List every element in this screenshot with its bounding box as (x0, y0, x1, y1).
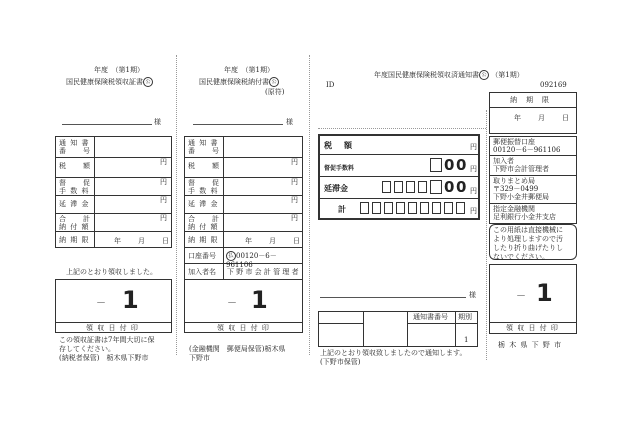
slip2-name-line (193, 124, 283, 125)
slip3-fee-label: 督促手数料 (324, 165, 355, 172)
slip3-notice-line: したり折り曲げたりし (493, 244, 563, 252)
slip2-table (184, 136, 303, 280)
slip3-footer: 上記のとおり領収致しましたので通知します。 (320, 349, 467, 357)
slip2-stamp-number: 1 (251, 286, 268, 314)
slip2-stamp-label: 領 収 日 付 印 (217, 324, 270, 332)
seal-icon: 公 (479, 70, 489, 80)
slip2-addressee: 様 (286, 118, 293, 126)
digit-box (444, 202, 453, 214)
slip3-due-label: 納 期 限 (510, 96, 550, 104)
slip3-zero: 0 (456, 178, 467, 196)
slip3-notice-line: より処理しますので汚 (493, 235, 563, 243)
slip3-notice-line: ないでください。 (493, 253, 549, 261)
separator-3 (486, 110, 487, 360)
slip3-tax-label: 税 額 (324, 140, 354, 150)
slip2-due-date: 年 月 日 (245, 237, 301, 245)
slip3-yen: 円 (470, 207, 477, 215)
separator-1 (176, 55, 177, 355)
slip1-due-label: 納 期 限 (59, 236, 90, 244)
slip2-title: 国民健康保険税納付書 公 (199, 77, 279, 87)
slip1-row-label: 督 促 手 数 料 (59, 179, 91, 195)
slip3-bureau-label: 取りまとめ局 (493, 177, 535, 185)
slip3-postal-value: 00120－6－961106 (493, 146, 561, 154)
slip3-zero: 0 (456, 156, 467, 174)
slip3-bank-value: 足利銀行小金井支店 (493, 213, 556, 221)
slip2-note: (金融機関 郵便局保管)栃木県 (189, 345, 286, 353)
digit-box (430, 180, 442, 194)
separator-2 (309, 55, 310, 355)
slip3-late-label: 延滞金 (324, 183, 348, 193)
slip1-note: 存してください。 (59, 345, 115, 353)
slip2-account-label: 口座番号 (188, 252, 216, 260)
slip3-yen: 円 (470, 165, 477, 173)
digit-box (432, 202, 441, 214)
slip1-year: 年度 （第1期） (94, 66, 144, 74)
slip1-stamp-box (55, 279, 172, 333)
slip1-received-text: 上記のとおり領収しました。 (66, 268, 157, 276)
slip1-name-line (62, 124, 152, 125)
slip3-zero: 0 (444, 178, 455, 196)
slip2-row-unit: 円 (291, 196, 298, 204)
digit-box (418, 181, 427, 193)
slip1-addressee: 様 (154, 118, 161, 126)
slip2-row-label: 督 促 手 数 料 (188, 179, 220, 195)
slip1-row-label: 延 滞 金 (59, 200, 90, 208)
slip2-due-label: 納 期 限 (188, 236, 219, 244)
digit-box (430, 158, 442, 172)
slip3-member-label: 加入者 (493, 157, 514, 165)
slip1-row-unit: 円 (160, 214, 167, 222)
slip3-member-value: 下野市会計管理者 (493, 165, 549, 173)
digit-box (456, 202, 465, 214)
slip1-table (55, 136, 172, 248)
slip3-code: 092169 (540, 81, 567, 89)
slip2-stamp-dash: － (227, 298, 237, 309)
slip3-zero: 0 (444, 156, 455, 174)
slip3-yen: 円 (470, 187, 477, 195)
digit-box (394, 181, 403, 193)
separator-h (318, 128, 486, 129)
slip1-row-label: 税 額 (59, 162, 91, 170)
seal-icon: 公 (269, 77, 279, 87)
slip3-id-label: ID (326, 81, 335, 89)
slip3-yen: 円 (470, 143, 477, 151)
slip1-row-unit: 円 (160, 158, 167, 166)
slip1-title: 国民健康保険税領収証書 公 (66, 77, 153, 87)
slip3-stamp-box (489, 264, 577, 334)
digit-box (396, 202, 405, 214)
slip3-title: 年度国民健康保険税領収済通知書 公 （第1期） (374, 71, 524, 79)
slip3-payee-box (489, 136, 577, 224)
slip2-year: 年度 （第1期） (224, 66, 274, 74)
postal-mark-icon: 払 (226, 251, 236, 261)
slip2-row-unit: 円 (291, 178, 298, 186)
slip3-postal-label: 郵便振替口座 (493, 138, 535, 146)
slip1-row-unit: 円 (160, 196, 167, 204)
slip3-bank-label: 指定金融機関 (493, 205, 535, 213)
slip2-subscriber-value: 下 野 市 会 計 管 理 者 (227, 268, 299, 276)
slip3-table-header: 通知書番号 (413, 313, 448, 321)
digit-box (408, 202, 417, 214)
slip3-table-header: 期別 (458, 313, 472, 321)
slip2-row-unit: 円 (291, 214, 298, 222)
slip3-footer: (下野市保管) (320, 358, 361, 366)
slip1-stamp-dash: － (96, 298, 106, 309)
slip1-stamp-number: 1 (122, 286, 139, 314)
slip1-row-unit: 円 (160, 178, 167, 186)
slip3-due-date: 年 月 日 (514, 114, 570, 122)
slip3-notice (489, 224, 577, 260)
digit-box (384, 202, 393, 214)
slip3-name-line (320, 297, 466, 298)
slip3-due-box (489, 92, 577, 134)
slip3-bureau-value: 〒329－0499 (493, 185, 539, 193)
slip2-row-unit: 円 (291, 158, 298, 166)
slip2-subtitle: (原符) (265, 88, 285, 96)
digit-box (420, 202, 429, 214)
slip3-bureau-value: 下野小金井郵便局 (493, 193, 549, 201)
digit-box (372, 202, 381, 214)
slip3-notice-line: この用紙は直接機械に (493, 226, 563, 234)
slip1-row-label: 通 知 書 番 号 (59, 139, 91, 155)
slip1-note: (納税者保管) 栃木県下野市 (59, 354, 149, 362)
slip3-addressee: 様 (469, 291, 476, 299)
slip2-note: 下野市 (189, 354, 210, 362)
slip2-account-value: 払 00120－6－961106 (226, 252, 277, 269)
slip2-row-label: 税 額 (188, 162, 220, 170)
slip3-stamp-number: 1 (536, 279, 553, 307)
slip3-stamp-dash: － (516, 291, 526, 302)
slip2-row-label: 合 計 納 付 額 (188, 215, 220, 231)
slip2-row-label: 通 知 書 番 号 (188, 139, 220, 155)
slip3-total-label: 計 (338, 204, 346, 214)
slip2-subscriber-label: 加入者名 (188, 268, 216, 276)
slip1-row-label: 合 計 納 付 額 (59, 215, 91, 231)
slip2-stamp-box (184, 279, 303, 333)
seal-icon: 公 (143, 77, 153, 87)
slip3-table-period: 1 (464, 336, 469, 344)
slip1-note: この領収証書は7年間大切に保 (59, 336, 155, 344)
slip3-number-table (318, 311, 478, 347)
slip1-stamp-label: 領 収 日 付 印 (86, 324, 139, 332)
slip2-row-label: 延 滞 金 (188, 200, 219, 208)
digit-box (406, 181, 415, 193)
slip3-amount-box (318, 134, 480, 220)
slip3-city: 栃 木 県 下 野 市 (498, 341, 563, 349)
digit-box (382, 181, 391, 193)
digit-box (360, 202, 369, 214)
slip3-stamp-label: 領 収 日 付 印 (506, 324, 559, 332)
slip1-due-date: 年 月 日 (114, 237, 170, 245)
